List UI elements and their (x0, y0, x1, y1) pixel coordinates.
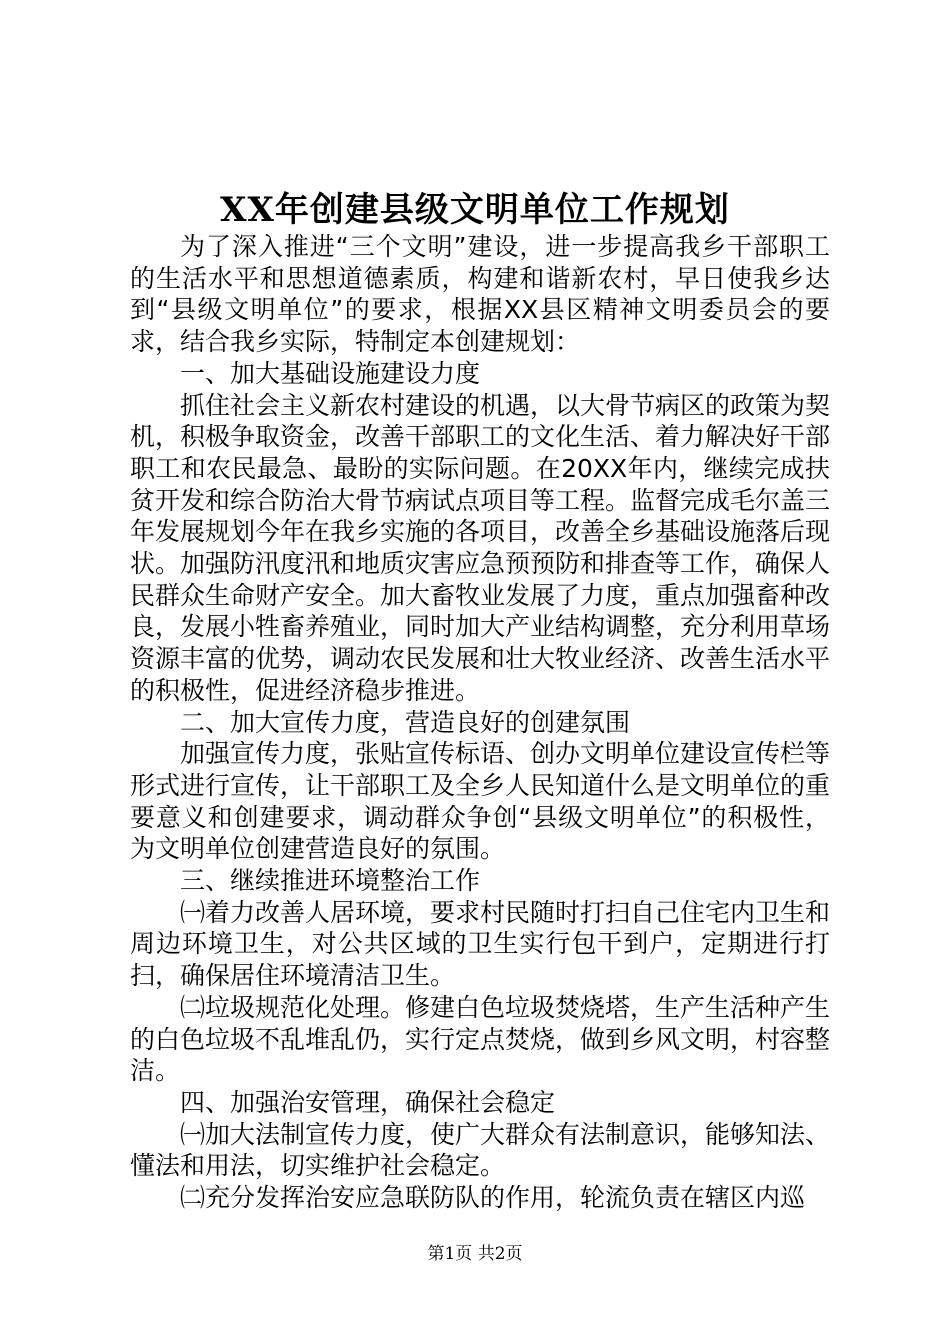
section-heading-1: 一、加大基础设施建设力度 (180, 358, 481, 388)
paragraph-section-3-item-2: ㈡垃圾规范化处理。修建白色垃圾焚烧塔，生产生活种产生的白色垃圾不乱堆乱仍，实行定点焚烧，做到乡风文明，村容整洁。 (130, 992, 831, 1086)
section-heading-2: 二、加大宣传力度，营造良好的创建氛围 (180, 707, 631, 737)
paragraph-section-1: 抓住社会主义新农村建设的机遇，以大骨节病区的政策为契机，积极争取资金，改善干部职工的文化生活、着力解决好干部职工和农民最急、最盼的实际问题。在20XX年内，继续完成扶贫开发和综合防治大骨节病试点项目等工程。监督完成毛尔盖三年发展规划今年在我乡实施的各项目，改善全乡基础设施落后现状。加强防汛度汛和地质灾害应急预预防和排查等工作，确保人民群众生命财产安全。加大畜牧业发展了力度，重点加强畜种改良，发展小牲畜养殖业，同时加大产业结构调整，充分利用草场资源丰富的优势，调动农民发展和壮大牧业经济、改善生活水平的积极性，促进经济稳步推进。 (130, 390, 831, 705)
paragraph-section-4-item-1: ㈠加大法制宣传力度，使广大群众有法制意识，能够知法、懂法和用法，切实维护社会稳定。 (130, 1119, 831, 1181)
document-title: XX年创建县级文明单位工作规划 (220, 190, 730, 230)
paragraph-section-4-item-2: ㈡充分发挥治安应急联防队的作用，轮流负责在辖区内巡 (180, 1183, 806, 1213)
page-number-footer: 第1页 共2页 (427, 1244, 523, 1264)
paragraph-section-2: 加强宣传力度，张贴宣传标语、创办文明单位建设宣传栏等形式进行宣传，让干部职工及全乡人民知道什么是文明单位的重要意义和创建要求，调动群众争创“县级文明单位”的积极性，为文明单位创建营造良好的氛围。 (130, 739, 831, 864)
paragraph-section-3-item-1: ㈠着力改善人居环境，要求村民随时打扫自己住宅内卫生和周边环境卫生，对公共区域的卫生实行包干到户，定期进行打扫，确保居住环境清洁卫生。 (130, 897, 831, 991)
paragraph-intro: 为了深入推进“三个文明”建设，进一步提高我乡干部职工的生活水平和思想道德素质，构建和谐新农村，早日使我乡达到“县级文明单位”的要求，根据XX县区精神文明委员会的要求，结合我乡实际，特制定本创建规划： (130, 232, 830, 357)
section-heading-3: 三、继续推进环境整治工作 (180, 866, 481, 896)
section-heading-4: 四、加强治安管理，确保社会稳定 (180, 1087, 556, 1117)
document-body (130, 231, 830, 1214)
